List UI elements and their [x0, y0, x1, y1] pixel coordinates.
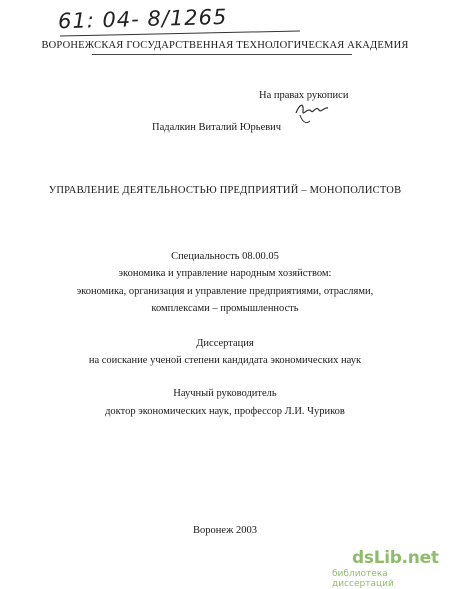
- dissertation-type: Диссертация: [196, 338, 254, 349]
- place-and-year: Воронеж 2003: [193, 525, 257, 536]
- signature-mark: [294, 99, 330, 129]
- watermark-logo-main: dsLib: [352, 548, 402, 568]
- specialty-code: Специальность 08.00.05: [171, 251, 279, 262]
- author-name: Падалкин Виталий Юрьевич: [152, 122, 282, 133]
- supervisor-name: доктор экономических наук, профессор Л.И. Чуриков: [105, 406, 345, 417]
- header-rule: [92, 54, 352, 55]
- specialty-line: экономика и управление народным хозяйством:: [118, 268, 332, 279]
- specialty-line: комплексами – промышленность: [151, 303, 299, 314]
- academy-name: ВОРОНЕЖСКАЯ ГОСУДАРСТВЕННАЯ ТЕХНОЛОГИЧЕСКАЯ АКАДЕМИЯ: [41, 40, 409, 51]
- supervisor-label: Научный руководитель: [173, 388, 277, 399]
- specialty-line: экономика, организация и управление предприятиями, отраслями,: [76, 286, 374, 297]
- watermark-logo: [352, 548, 439, 568]
- dissertation-title: УПРАВЛЕНИЕ ДЕЯТЕЛЬНОСТЬЮ ПРЕДПРИЯТИЙ – МОНОПОЛИСТОВ: [48, 185, 402, 196]
- rights-note: На правах рукописи: [259, 90, 349, 101]
- watermark-logo-tld: .net: [401, 548, 439, 568]
- watermark: [330, 548, 450, 589]
- handwritten-catalog-number: 61: 04- 8/1265: [57, 4, 228, 34]
- watermark-subtitle: библиотека диссертаций: [332, 569, 394, 589]
- dissertation-purpose: на соискание ученой степени кандидата экономических наук: [88, 355, 362, 366]
